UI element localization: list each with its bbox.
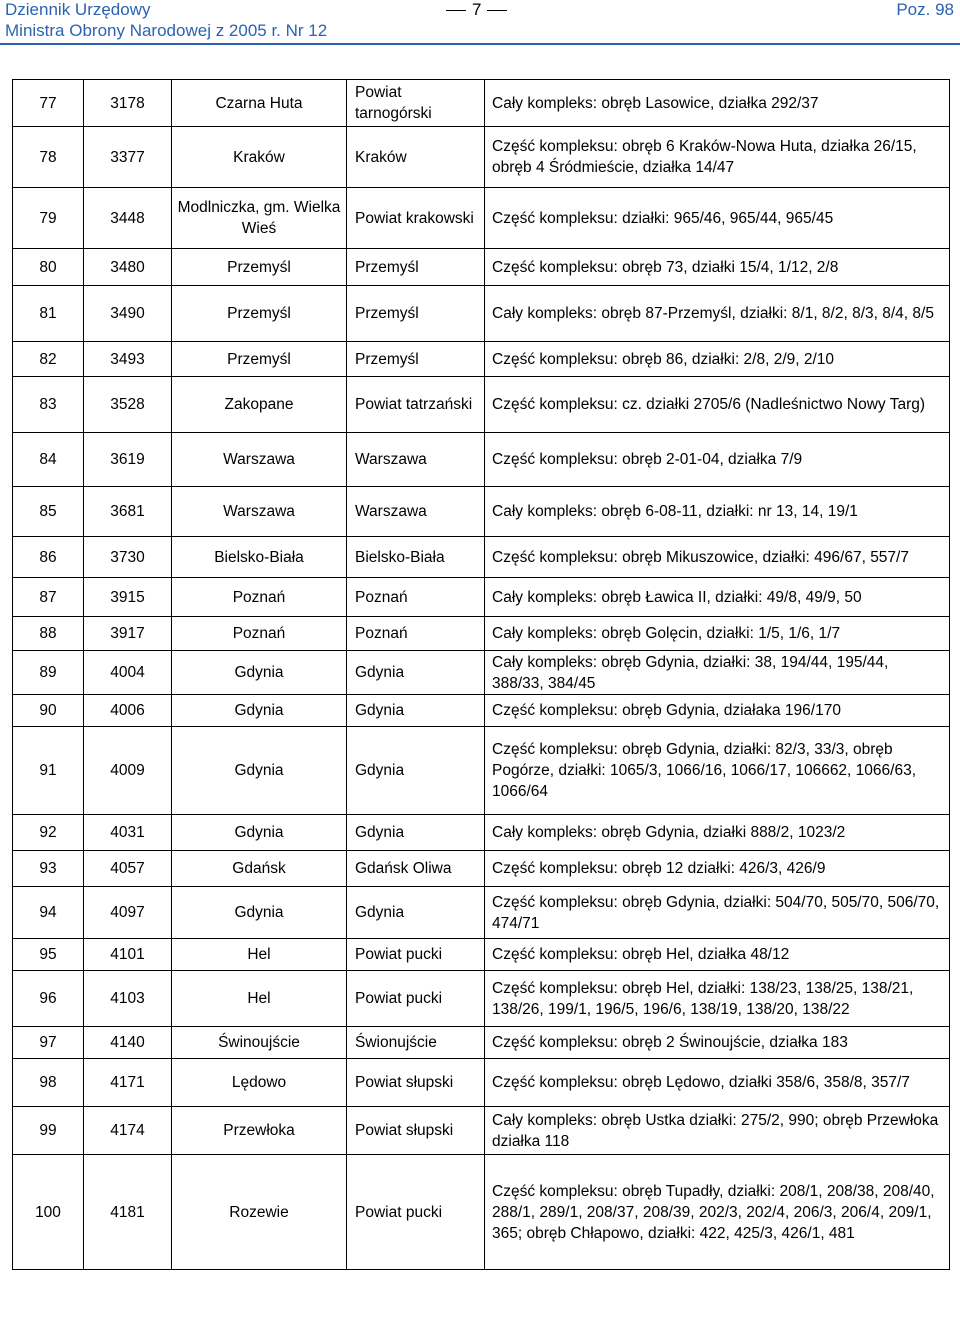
place-name: Gdynia [172, 815, 347, 851]
complex-scope: Cały kompleks: obręb 6-08-11, działki: nr 13, 14, 19/1 [485, 487, 950, 537]
table-row [13, 971, 950, 1027]
place-name: Poznań [172, 617, 347, 651]
row-number: 85 [13, 487, 84, 537]
table-row [13, 815, 950, 851]
table-row [13, 727, 950, 815]
row-number: 80 [13, 249, 84, 286]
header-rule [0, 43, 960, 45]
table-row [13, 342, 950, 377]
table-row [13, 1027, 950, 1059]
complex-code: 4004 [84, 651, 172, 695]
place-name: Modlniczka, gm. Wielka Wieś [172, 188, 347, 249]
complex-scope: Część kompleksu: obręb Hel, działki: 138/23, 138/25, 138/21, 138/26, 199/1, 196/5, 196/6, 138/19, 138/20, 138/22 [485, 971, 950, 1027]
table-row [13, 939, 950, 971]
complex-code: 4181 [84, 1155, 172, 1270]
place-name: Hel [172, 939, 347, 971]
place-name: Przewłoka [172, 1107, 347, 1155]
complex-scope: Część kompleksu: obręb 2-01-04, działka 7/9 [485, 433, 950, 487]
complex-code: 4009 [84, 727, 172, 815]
row-number: 87 [13, 578, 84, 617]
journal-title: Dziennik Urzędowy [5, 0, 151, 19]
complex-code: 4006 [84, 695, 172, 727]
place-name: Gdynia [172, 695, 347, 727]
complex-code: 3448 [84, 188, 172, 249]
table-row [13, 1059, 950, 1107]
table-row [13, 188, 950, 249]
district-name: Gdynia [347, 727, 485, 815]
district-name: Poznań [347, 617, 485, 651]
row-number: 88 [13, 617, 84, 651]
table-row [13, 617, 950, 651]
page-number [440, 0, 513, 20]
dash-left [446, 10, 466, 11]
district-name: Powiat pucki [347, 1155, 485, 1270]
complex-scope: Część kompleksu: obręb Lędowo, działki 358/6, 358/8, 357/7 [485, 1059, 950, 1107]
row-number: 77 [13, 80, 84, 127]
complex-scope: Cały kompleks: obręb Gdynia, działki: 38, 194/44, 195/44, 388/33, 384/45 [485, 651, 950, 695]
district-name: Gdynia [347, 815, 485, 851]
district-name: Gdynia [347, 695, 485, 727]
table-row [13, 887, 950, 939]
complex-code: 3480 [84, 249, 172, 286]
row-number: 84 [13, 433, 84, 487]
table-row [13, 1155, 950, 1270]
ministry-title: Ministra Obrony Narodowej z 2005 r. Nr 12 [5, 21, 328, 40]
position-label: Poz. 98 [896, 0, 954, 19]
table-row [13, 127, 950, 188]
row-number: 79 [13, 188, 84, 249]
complex-code: 4057 [84, 851, 172, 887]
row-number: 86 [13, 537, 84, 578]
table-row [13, 537, 950, 578]
row-number: 83 [13, 377, 84, 433]
row-number: 82 [13, 342, 84, 377]
district-name: Kraków [347, 127, 485, 188]
place-name: Gdynia [172, 727, 347, 815]
row-number: 94 [13, 887, 84, 939]
complex-code: 4140 [84, 1027, 172, 1059]
district-name: Warszawa [347, 487, 485, 537]
complex-scope: Część kompleksu: obręb 86, działki: 2/8, 2/9, 2/10 [485, 342, 950, 377]
complex-code: 3730 [84, 537, 172, 578]
complex-scope: Cały kompleks: obręb Ustka działki: 275/2, 990; obręb Przewłoka działka 118 [485, 1107, 950, 1155]
place-name: Gdańsk [172, 851, 347, 887]
complex-code: 4031 [84, 815, 172, 851]
complex-scope: Cały kompleks: obręb Lasowice, działka 292/37 [485, 80, 950, 127]
complex-code: 3681 [84, 487, 172, 537]
place-name: Warszawa [172, 433, 347, 487]
district-name: Powiat słupski [347, 1059, 485, 1107]
district-name: Świonujście [347, 1027, 485, 1059]
complex-code: 4174 [84, 1107, 172, 1155]
complex-code: 3490 [84, 286, 172, 342]
district-name: Warszawa [347, 433, 485, 487]
place-name: Świnoujście [172, 1027, 347, 1059]
table-row [13, 651, 950, 695]
complex-scope: Cały kompleks: obręb Golęcin, działki: 1/5, 1/6, 1/7 [485, 617, 950, 651]
place-name: Lędowo [172, 1059, 347, 1107]
complex-code: 3493 [84, 342, 172, 377]
complex-code: 3377 [84, 127, 172, 188]
place-name: Kraków [172, 127, 347, 188]
page-number-value: 7 [472, 0, 482, 19]
complex-scope: Część kompleksu: obręb 6 Kraków-Nowa Huta, działka 26/15, obręb 4 Śródmieście, działka 14/47 [485, 127, 950, 188]
place-name: Przemyśl [172, 342, 347, 377]
table-row [13, 80, 950, 127]
table-row [13, 433, 950, 487]
district-name: Powiat pucki [347, 971, 485, 1027]
table-row [13, 578, 950, 617]
place-name: Warszawa [172, 487, 347, 537]
complex-code: 4171 [84, 1059, 172, 1107]
row-number: 91 [13, 727, 84, 815]
district-name: Przemyśl [347, 286, 485, 342]
table-row [13, 1107, 950, 1155]
row-number: 81 [13, 286, 84, 342]
district-name: Bielsko-Biała [347, 537, 485, 578]
place-name: Bielsko-Biała [172, 537, 347, 578]
complex-code: 3917 [84, 617, 172, 651]
complex-scope: Część kompleksu: obręb Gdynia, działki: 504/70, 505/70, 506/70, 474/71 [485, 887, 950, 939]
row-number: 100 [13, 1155, 84, 1270]
complex-scope: Część kompleksu: obręb Hel, działka 48/12 [485, 939, 950, 971]
table-row [13, 695, 950, 727]
row-number: 99 [13, 1107, 84, 1155]
place-name: Przemyśl [172, 286, 347, 342]
complex-scope: Część kompleksu: obręb Gdynia, działki: 82/3, 33/3, obręb Pogórze, działki: 1065/3, 1066/16, 1066/17, 106662, 1066/63, 1066/64 [485, 727, 950, 815]
complex-register-table [12, 79, 950, 1270]
complex-code: 3915 [84, 578, 172, 617]
table-row [13, 377, 950, 433]
complex-scope: Część kompleksu: obręb 2 Świnoujście, działka 183 [485, 1027, 950, 1059]
district-name: Powiat tarnogórski [347, 80, 485, 127]
row-number: 92 [13, 815, 84, 851]
row-number: 97 [13, 1027, 84, 1059]
place-name: Gdynia [172, 887, 347, 939]
complex-scope: Część kompleksu: obręb Gdynia, działaka 196/170 [485, 695, 950, 727]
place-name: Czarna Huta [172, 80, 347, 127]
district-name: Przemyśl [347, 249, 485, 286]
row-number: 96 [13, 971, 84, 1027]
row-number: 90 [13, 695, 84, 727]
row-number: 98 [13, 1059, 84, 1107]
place-name: Poznań [172, 578, 347, 617]
district-name: Powiat słupski [347, 1107, 485, 1155]
complex-scope: Cały kompleks: obręb Ławica II, działki: 49/8, 49/9, 50 [485, 578, 950, 617]
dash-right [487, 10, 507, 11]
register-body [13, 80, 950, 1270]
district-name: Powiat pucki [347, 939, 485, 971]
complex-scope: Część kompleksu: obręb Tupadły, działki: 208/1, 208/38, 208/40, 288/1, 289/1, 208/37, 208/39, 202/3, 202/4, 206/3, 206/4, 209/1, 365; obręb Chłapowo, działki: 422, 425/3, 426/1, 481 [485, 1155, 950, 1270]
table-row [13, 249, 950, 286]
place-name: Zakopane [172, 377, 347, 433]
complex-scope: Część kompleksu: obręb Mikuszowice, działki: 496/67, 557/7 [485, 537, 950, 578]
table-row [13, 286, 950, 342]
place-name: Rozewie [172, 1155, 347, 1270]
complex-scope: Część kompleksu: działki: 965/46, 965/44, 965/45 [485, 188, 950, 249]
district-name: Poznań [347, 578, 485, 617]
district-name: Gdynia [347, 887, 485, 939]
district-name: Gdynia [347, 651, 485, 695]
row-number: 93 [13, 851, 84, 887]
complex-scope: Cały kompleks: obręb 87-Przemyśl, działki: 8/1, 8/2, 8/3, 8/4, 8/5 [485, 286, 950, 342]
place-name: Hel [172, 971, 347, 1027]
district-name: Gdańsk Oliwa [347, 851, 485, 887]
complex-code: 3619 [84, 433, 172, 487]
complex-scope: Część kompleksu: obręb 12 działki: 426/3, 426/9 [485, 851, 950, 887]
row-number: 95 [13, 939, 84, 971]
complex-code: 3178 [84, 80, 172, 127]
place-name: Przemyśl [172, 249, 347, 286]
table-row [13, 487, 950, 537]
complex-code: 4097 [84, 887, 172, 939]
place-name: Gdynia [172, 651, 347, 695]
complex-code: 4101 [84, 939, 172, 971]
row-number: 89 [13, 651, 84, 695]
district-name: Powiat krakowski [347, 188, 485, 249]
complex-code: 4103 [84, 971, 172, 1027]
district-name: Powiat tatrzański [347, 377, 485, 433]
table-row [13, 851, 950, 887]
row-number: 78 [13, 127, 84, 188]
complex-scope: Część kompleksu: cz. działki 2705/6 (Nadleśnictwo Nowy Targ) [485, 377, 950, 433]
complex-scope: Cały kompleks: obręb Gdynia, działki 888/2, 1023/2 [485, 815, 950, 851]
district-name: Przemyśl [347, 342, 485, 377]
complex-scope: Część kompleksu: obręb 73, działki 15/4, 1/12, 2/8 [485, 249, 950, 286]
complex-code: 3528 [84, 377, 172, 433]
